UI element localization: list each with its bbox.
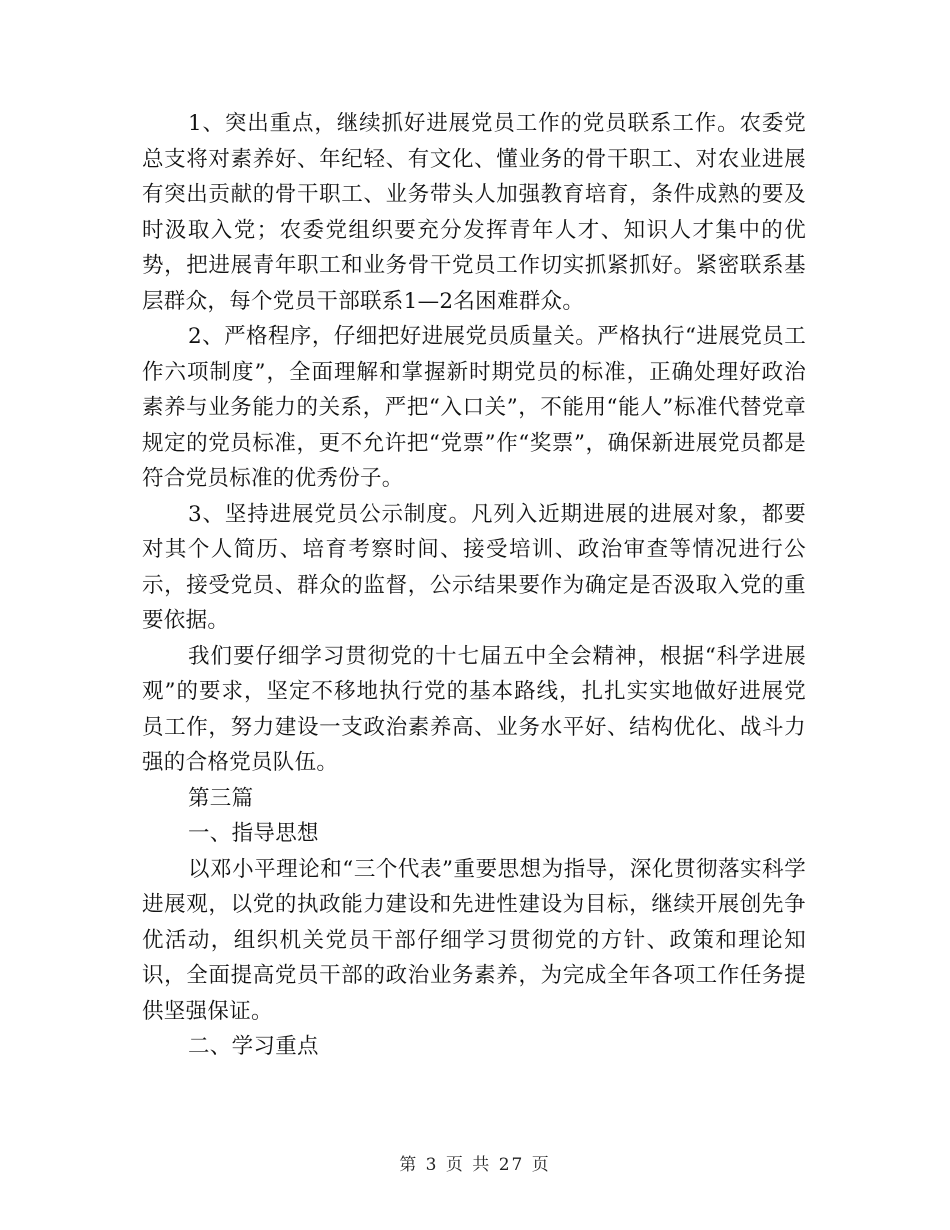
section-title: 第三篇 bbox=[188, 785, 254, 811]
paragraph-strict-procedure: 2、严格程序，仔细把好进展党员质量关。严格执行“进展党员工作六项制度”，全面理解和掌握新时期党员的标准，正确处理好政治素养与业务能力的关系，严把“入口关”，不能用“能人”标准代替党章规定的党员标准，更不允许把“党票”作“奖票”，确保新进展党员都是符合党员标准的优秀份子。 bbox=[142, 324, 806, 491]
page-number-footer: 第 3 页 共 27 页 bbox=[399, 1155, 551, 1175]
document-body bbox=[142, 106, 806, 1065]
heading-guiding-ideology: 一、指导思想 bbox=[188, 821, 319, 846]
paragraph-publicity-system: 3、坚持进展党员公示制度。凡列入近期进展的进展对象，都要对其个人简历、培育考察时间、接受培训、政治审查等情况进行公示，接受党员、群众的监督，公示结果要作为确定是否汲取入党的重要依据。 bbox=[142, 501, 806, 633]
paragraph-conclusion: 我们要仔细学习贯彻党的十七届五中全会精神，根据“科学进展观”的要求，坚定不移地执行党的基本路线，扎扎实实地做好进展党员工作，努力建设一支政治素养高、业务水平好、结构优化、战斗力强的合格党员队伍。 bbox=[142, 643, 806, 775]
heading-study-focus: 二、学习重点 bbox=[188, 1034, 319, 1059]
paragraph-guiding-ideology: 以邓小平理论和“三个代表”重要思想为指导，深化贯彻落实科学进展观，以党的执政能力建设和先进性建设为目标，继续开展创先争优活动，组织机关党员干部仔细学习贯彻党的方针、政策和理论知识，全面提高党员干部的政治业务素养，为完成全年各项工作任务提供坚强保证。 bbox=[142, 856, 806, 1024]
paragraph-highlight-focus: 1、突出重点，继续抓好进展党员工作的党员联系工作。农委党总支将对素养好、年纪轻、有文化、懂业务的骨干职工、对农业进展有突出贡献的骨干职工、业务带头人加强教育培育，条件成熟的要及时汲取入党；农委党组织要充分发挥青年人才、知识人才集中的优势，把进展青年职工和业务骨干党员工作切实抓紧抓好。紧密联系基层群众，每个党员干部联系1—2名困难群众。 bbox=[142, 111, 806, 314]
